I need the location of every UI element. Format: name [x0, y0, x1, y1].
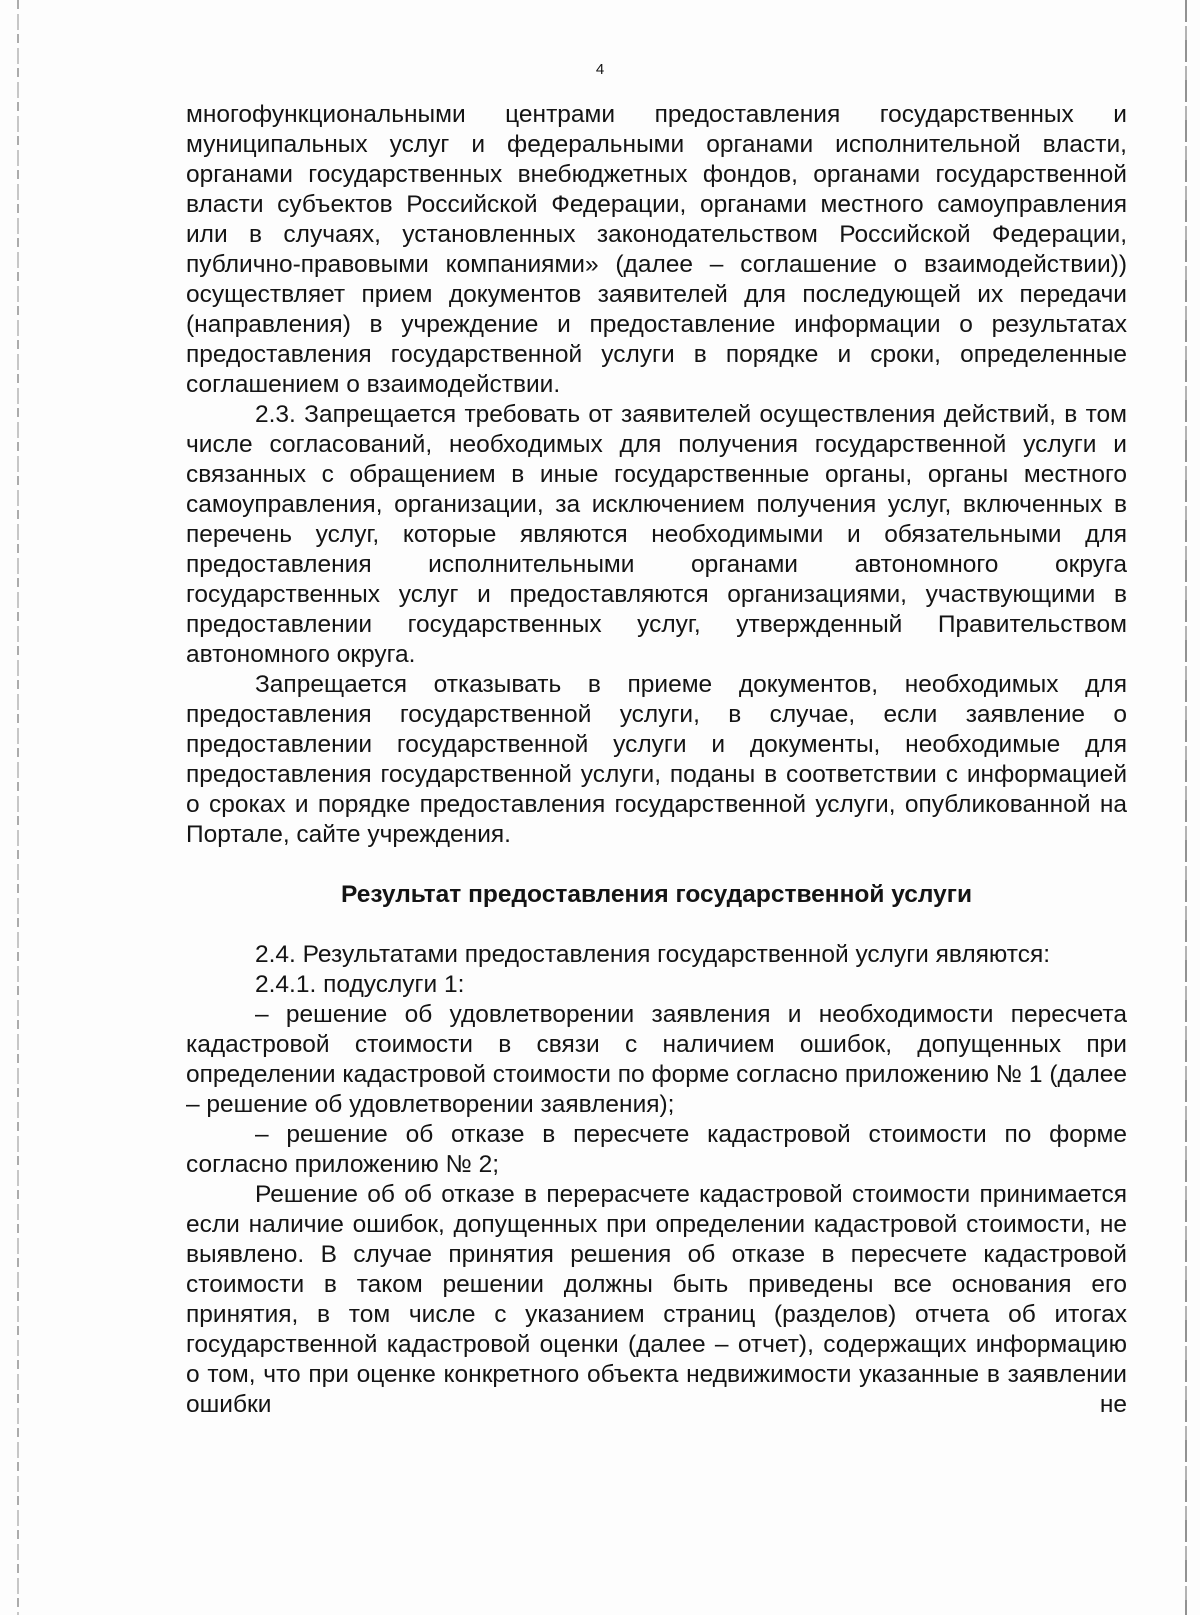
- list-item-refusal-decision: – решение об отказе в пересчете кадастровой стоимости по форме согласно приложению № 2;: [186, 1121, 1127, 1178]
- scan-edge-left: [17, 0, 19, 1615]
- scan-edge-right: [1185, 0, 1187, 1615]
- spacer: [186, 850, 1127, 880]
- section-heading: Результат предоставления государственной услуги: [340, 881, 973, 908]
- spacer: [186, 910, 1127, 940]
- page-number: 4: [595, 61, 605, 78]
- list-item-satisfaction-decision: – решение об удовлетворении заявления и необходимости пересчета кадастровой стоимости в связи с наличием ошибок, допущенных при определении кадастровой стоимости по форме согласно приложению № 1 (далее – решение об удовлетворении заявления);: [186, 1001, 1127, 1118]
- paragraph-2-4: 2.4. Результатами предоставления государственной услуги являются:: [255, 941, 1051, 968]
- paragraph-continuation: многофункциональными центрами предоставления государственных и муниципальных услуг и федеральными органами исполнительной власти, органами государственных внебюджетных фондов, органами государственной власти субъектов Российской Федерации, органами местного самоуправления или в случаях, установленных законодательством Российской Федерации, публично-правовыми компаниями» (далее – соглашение о взаимодействии)) осуществляет прием документов заявителей для последующей их передачи (направления) в учреждение и предоставление информации о результатах предоставления государственной услуги в порядке и сроки, определенные соглашением о взаимодействии.: [186, 101, 1127, 398]
- paragraph-refusal-details: Решение об об отказе в перерасчете кадастровой стоимости принимается если наличие ошибок, допущенных при определении кадастровой стоимости, не выявлено. В случае принятия решения об отказе в пересчете кадастровой стоимости в таком решении должны быть приведены все основания его принятия, в том числе с указанием страниц (разделов) отчета об итогах государственной кадастровой оценки (далее – отчет), содержащих информацию о том, что при оценке конкретного объекта недвижимости указанные в заявлении ошибки не: [186, 1181, 1127, 1418]
- paragraph-2-4-1: 2.4.1. подуслуги 1:: [255, 971, 465, 998]
- paragraph-refusal-prohibition: Запрещается отказывать в приеме документов, необходимых для предоставления государственной услуги, в случае, если заявление о предоставлении государственной услуги и документы, необходимые для предоставления государственной услуги, поданы в соответствии с информацией о сроках и порядке предоставления государственной услуги, опубликованной на Портале, сайте учреждения.: [186, 671, 1127, 848]
- document-body: [186, 100, 1127, 1420]
- paragraph-2-3: 2.3. Запрещается требовать от заявителей осуществления действий, в том числе согласований, необходимых для получения государственной услуги и связанных с обращением в иные государственные органы, органы местного самоуправления, организации, за исключением получения услуг, включенных в перечень услуг, которые являются необходимыми и обязательными для предоставления исполнительными органами автономного округа государственных услуг и предоставляются организациями, участвующими в предоставлении государственных услуг, утвержденный Правительством автономного округа.: [186, 401, 1127, 668]
